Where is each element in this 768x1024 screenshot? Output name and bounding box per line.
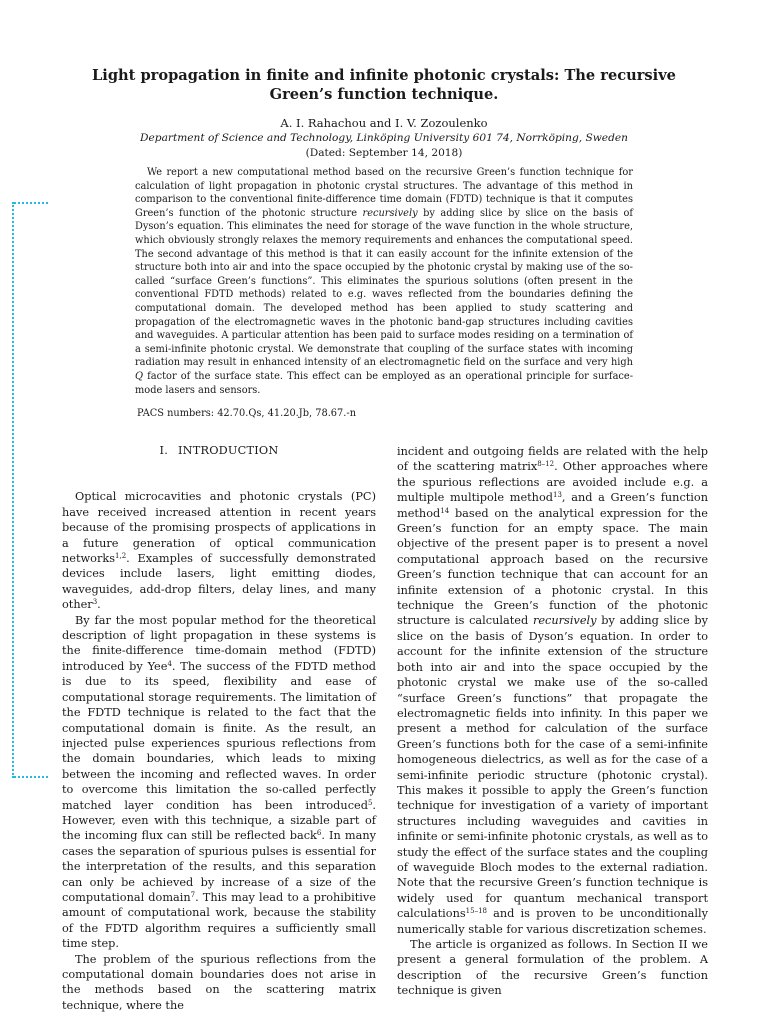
body-paragraph: The article is organized as follows. In Section II we present a general formulation of the problem. A description of the recursive Green’s function technique is given xyxy=(397,938,708,998)
abstract xyxy=(135,166,633,397)
citation: 3 xyxy=(92,598,98,607)
body-paragraph: Optical microcavities and photonic crystals (PC) have received increased attention in recent years because of the promising prospects of applications in a future generation of optical communication networks$^{1,2}$. Examples of successfully demonstrated devices include lasers, light emitting diodes, waveguides, add-drop filters, delay lines, and many other$^3$. xyxy=(62,490,376,612)
section-heading: I. INTRODUCTION xyxy=(159,444,279,457)
pacs-numbers: PACS numbers: 42.70.Qs, 41.20.Jb, 78.67.-n xyxy=(137,408,357,419)
citation: 14 xyxy=(440,506,450,515)
body-paragraph: incident and outgoing fields are related with the help of the scattering matrix$^{8-12}$. Other approaches where the spurious reflections are avoided include e.g. a multiple multipole method$^{13}$, and a Green’s function method$^{14}$ based on the analytical expression for the Green’s function for an empty space. The main objective of the present paper is to present a novel computational approach based on the recursive Green’s function technique that can account for an infinite extension of a photonic crystal. In this technique the Green’s function of the photonic structure is calculated recursively by adding slice by slice on the basis of Dyson’s equation. In order to account for the infinite extension of the structure both into air and into the space occupied by the photonic crystal we make use of the so-called “surface Green’s functions” that propagate the electromagnetic fields into infinity. In this paper we present a method for calculation of the surface Green’s functions both for the case of a semi-infinite homogeneous dielectrics, as well as for the case of a semi-infinite periodic structure (photonic crystal). This makes it possible to apply the Green’s function technique for investigation of a variety of important structures including waveguides and cavities in infinite or semi-infinite photonic crystals, as well as to study the effect of the surface states and the coupling of waveguide Bloch modes to the external radiation. Note that the recursive Green’s function technique is widely used for quantum mechanical transport calculations$^{15-18}$ and is proven to be unconditionally numerically stable for various discretization schemes. xyxy=(397,445,709,936)
body-paragraph: By far the most popular method for the theoretical description of light propagation in these systems is the finite-difference time-domain method (FDTD) introduced by Yee$^4$. The success of the FDTD method is due to its speed, flexibility and ease of computational storage requirements. The limitation of the FDTD technique is related to the fact that the computational domain is finite. As the result, an injected pulse experiences spurious reflections from the domain boundaries, which leads to mixing between the incoming and reflected waves. In order to overcome this limitation the so-called perfectly matched layer condition has been introduced$^5$. However, even with this technique, a sizable part of the incoming flux can still be reflected back$^6$. In many cases the separation of spurious pulses is essential for the interpretation of the results, and this separation can only be achieved by increase of a size of the computational domain$^7$. This may lead to a prohibitive amount of computational work, because the stability of the FDTD algorithm requires a sufficiently small time step. xyxy=(62,613,376,951)
margin-selection-marker xyxy=(12,202,48,778)
citation: 6 xyxy=(316,829,322,838)
right-column xyxy=(397,444,708,999)
citation: 8–12 xyxy=(537,460,555,469)
paper-title: Light propagation in finite and infinite photonic crystals: The recursive Green’s function technique. xyxy=(92,67,676,103)
citation: 1,2 xyxy=(115,552,127,561)
date-line: (Dated: September 14, 2018) xyxy=(305,147,463,159)
citation: 7 xyxy=(190,890,196,899)
abstract-paragraph: We report a new computational method based on the recursive Green’s function technique for calculation of light propagation in photonic crystal structures. The advantage of this method in comparison to the conventional finite-difference time domain (FDTD) technique is that it computes Green’s function of the photonic structure recursively by adding slice by slice on the basis of Dyson’s equation. This eliminates the need for storage of the wave function in the whole structure, which obviously strongly relaxes the memory requirements and enhances the computational speed. The second advantage of this method is that it can easily account for the infinite extension of the structure both into air and into the space occupied by the photonic crystal by making use of the so-called “surface Green’s functions”. This eliminates the spurious solutions (often present in the conventional FDTD methods) related to e.g. waves reflected from the boundaries defining the computational domain. The developed method has been applied to study scattering and propagation of the electromagnetic waves in the photonic band-gap structures including cavities and waveguides. A particular attention has been paid to surface modes residing on a termination of a semi-infinite photonic crystal. We demonstrate that coupling of the surface states with incoming radiation may result in enhanced intensity of an electromagnetic field on the surface and very high Q factor of the surface state. This effect can be employed as an operational principle for surface-mode lasers and sensors. xyxy=(135,167,634,396)
affiliation: Department of Science and Technology, Linköping University 601 74, Norrköping, Sweden xyxy=(140,132,628,144)
citation: 15–18 xyxy=(465,907,487,916)
citation: 13 xyxy=(553,491,562,500)
author-list: A. I. Rahachou and I. V. Zozoulenko xyxy=(280,116,488,130)
citation: 5 xyxy=(367,798,373,807)
left-column xyxy=(62,443,376,1013)
citation: 4 xyxy=(167,659,172,668)
body-paragraph: The problem of the spurious reflections from the computational domain boundaries does not arise in the methods based on the scattering matrix technique, where the xyxy=(62,952,376,1012)
